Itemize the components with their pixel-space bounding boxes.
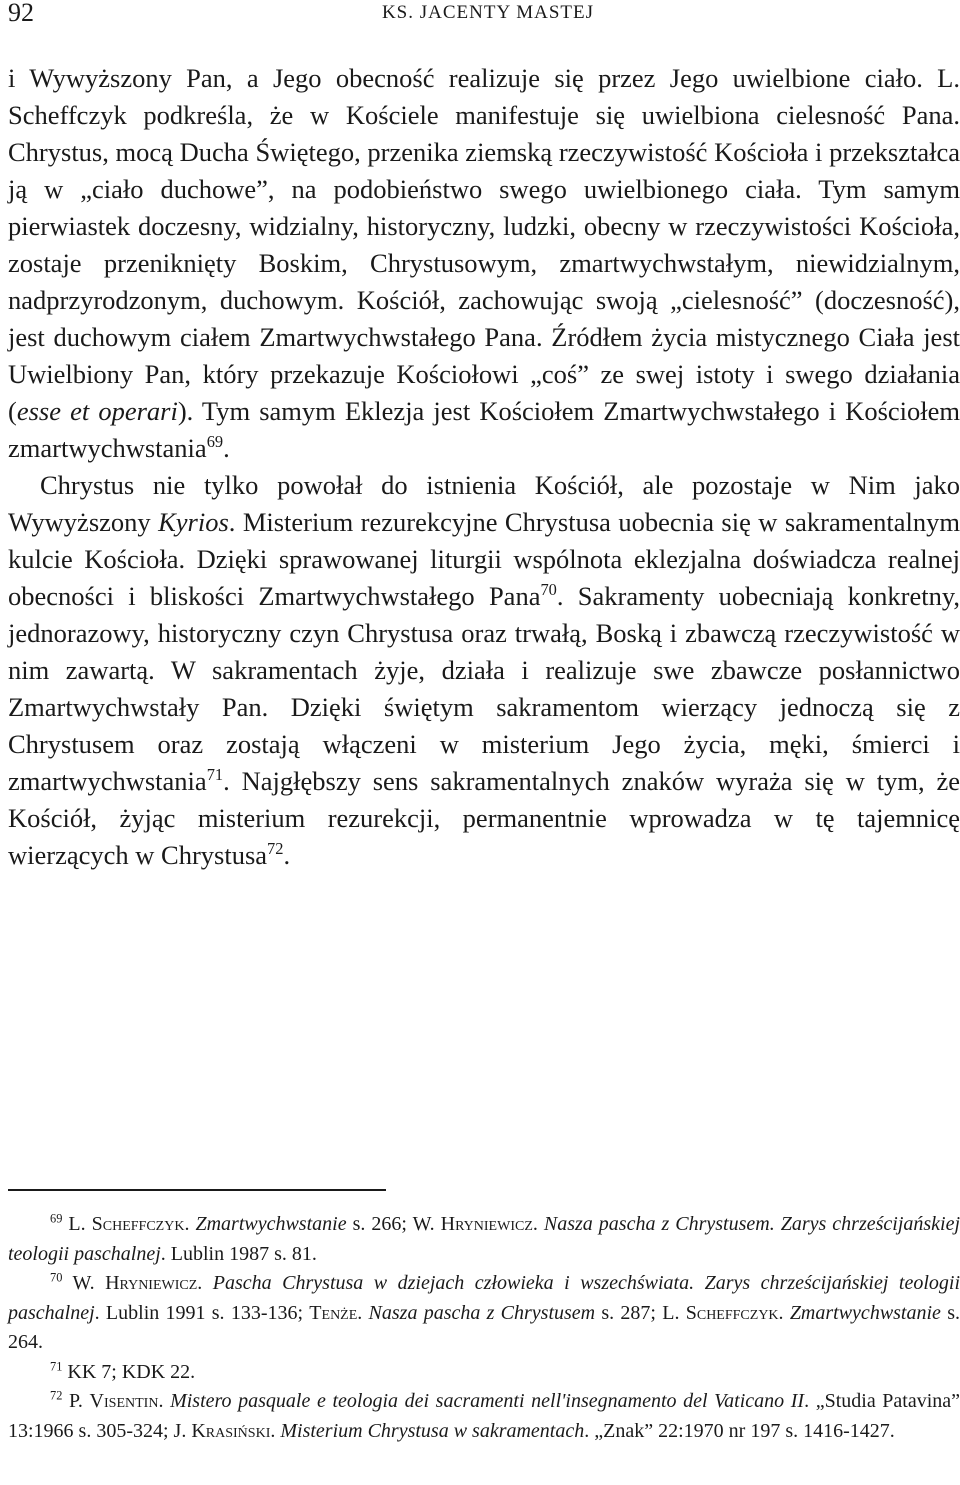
text-span: s. 287; L.	[595, 1301, 686, 1324]
running-head: KS. JACENTY MASTEJ	[381, 2, 595, 23]
footnote-separator	[8, 1189, 386, 1191]
page-number: 92	[8, 0, 34, 27]
footnote-ref-70[interactable]: 70	[540, 580, 557, 600]
author-name: Scheffczyk	[91, 1213, 185, 1235]
author-name: Hryniewicz	[105, 1272, 198, 1294]
text-span: .	[197, 1272, 213, 1294]
title-italic: Zmartwychwstanie	[789, 1301, 941, 1324]
footnote-number: 72	[50, 1388, 63, 1403]
text-span: .	[158, 1390, 171, 1412]
footnote-number: 71	[50, 1358, 63, 1373]
text-span: .	[357, 1301, 369, 1324]
text-span: Chrystus nie tylko powołał do istnienia Kościół, ale pozostaje w Nim jako Wywyższony	[8, 470, 960, 537]
paragraph-2	[8, 467, 960, 874]
text-span: . Lublin 1987 s. 81.	[160, 1242, 317, 1265]
text-span: . Sakramenty uobecniają konkretny, jednorazowy, historyczny czyn Chrystusa oraz trwałą, Boską i zbawczą rzeczywistość w nim zawartą. W sakramentach żyje, działa i realizuje swe zbawcze posłannictwo Zmartwychwstały Pan. Dzięki świętym sakramentom wierzący jednoczą się z Chrystusem oraz zostają włączeni w misterium Jego życia, męki, śmierci i zmartwychwstania	[8, 581, 960, 796]
text-span: .	[270, 1419, 281, 1442]
author-name: Scheffczyk	[685, 1301, 779, 1324]
footnotes	[8, 1210, 960, 1446]
text-span: i Wywyższony Pan, a Jego obecność realizuje się przez Jego uwielbione ciało. L. Scheffczyk podkreśla, że w Kościele manifestuje się uwielbiona cielesność Pana. Chrystus, mocą Ducha Świętego, przenika ziemską rzeczywistość Kościoła i przekształca ją w „ciało duchowe”, na podobieństwo swego uwielbionego ciała. Tym samym pierwiastek doczesny, widzialny, historyczny, ludzki, obecny w rzeczywistości Kościoła, zostaje przeniknięty Boskim, Chrystusowym, zmartwychwstałym, niewidzialnym, nadprzyrodzonym, duchowym. Kościół, zachowując swoją „cielesność” (doczesność), jest duchowym ciałem Zmartwychwstałego Pana. Źródłem życia mistycznego Ciała jest Uwielbiony Pan, który przekazuje Kościołowi „coś” ze swej istoty i swego działania (	[8, 63, 960, 426]
text-span: s. 264.	[8, 1301, 960, 1353]
title-italic: Mistero pasquale e teologia dei sacramenti nell'insegnamento del Vaticano II	[170, 1390, 805, 1412]
footnote-number: 69	[50, 1211, 63, 1226]
text-span: .	[223, 433, 230, 463]
author-name: Hryniewicz	[440, 1213, 533, 1235]
text-span: P.	[69, 1390, 90, 1412]
title-italic: Nasza pascha z Chrystusem	[368, 1301, 596, 1324]
title-italic: Nasza pascha z Chrystusem. Zarys chrześcijańskiej teologii paschalnej	[8, 1213, 960, 1265]
footnote-71	[8, 1358, 960, 1388]
text-span: W.	[72, 1272, 106, 1294]
text-span: .	[532, 1213, 544, 1235]
text-span: KK 7; KDK 22.	[67, 1360, 196, 1383]
text-span: s. 266; W.	[346, 1213, 441, 1235]
footnote-ref-71[interactable]: 71	[206, 765, 224, 785]
title-italic: Misterium Chrystusa w sakramentach	[280, 1419, 585, 1442]
footnote-69	[8, 1210, 960, 1269]
author-name: Tenże	[309, 1301, 358, 1324]
text-span: . Najgłębszy sens sakramentalnych znaków wyraża się w tym, że Kościół, żyjąc misterium rezurekcji, permanentnie wprowadza w tę tajemnicę wierzących w Chrystusa	[8, 766, 960, 870]
text-span: . „Znak” 22:1970 nr 197 s. 1416-1427.	[584, 1419, 895, 1442]
footnote-ref-72[interactable]: 72	[267, 839, 284, 859]
page-header	[8, 0, 960, 30]
italic-phrase: Kyrios	[158, 507, 229, 537]
footnote-72	[8, 1387, 960, 1446]
text-span: .	[778, 1301, 790, 1324]
text-span: . Misterium rezurekcyjne Chrystusa uobecnia się w sakramentalnym kulcie Kościoła. Dzięki sprawowanej liturgii wspólnota eklezjalna doświadcza realnej obecności i bliskości Zmartwychwstałego Pana	[8, 507, 960, 611]
title-italic: Zmartwychwstanie	[195, 1213, 347, 1235]
text-span: . „Studia Patavina” 13:1966 s. 305-324; J.	[8, 1390, 960, 1442]
text-span: ). Tym samym Eklezja jest Kościołem Zmartwychwstałego i Kościołem zmartwychwstania	[8, 396, 960, 463]
text-span: L.	[68, 1213, 92, 1235]
author-name: Krasiński	[191, 1419, 271, 1442]
text-span: .	[184, 1213, 196, 1235]
title-italic: Pascha Chrystusa w dziejach człowieka i wszechświata. Zarys chrześcijańskiej teologii paschalnej	[8, 1272, 960, 1324]
author-name: Visentin	[89, 1390, 159, 1412]
footnote-ref-69[interactable]: 69	[206, 432, 224, 452]
paragraph-1	[8, 60, 960, 467]
footnote-70	[8, 1269, 960, 1358]
italic-phrase: esse et operari	[16, 396, 178, 426]
text-span: . Lublin 1991 s. 133-136;	[94, 1301, 310, 1324]
footnote-number: 70	[50, 1270, 63, 1285]
body-text	[8, 60, 960, 874]
text-span: .	[283, 840, 291, 870]
